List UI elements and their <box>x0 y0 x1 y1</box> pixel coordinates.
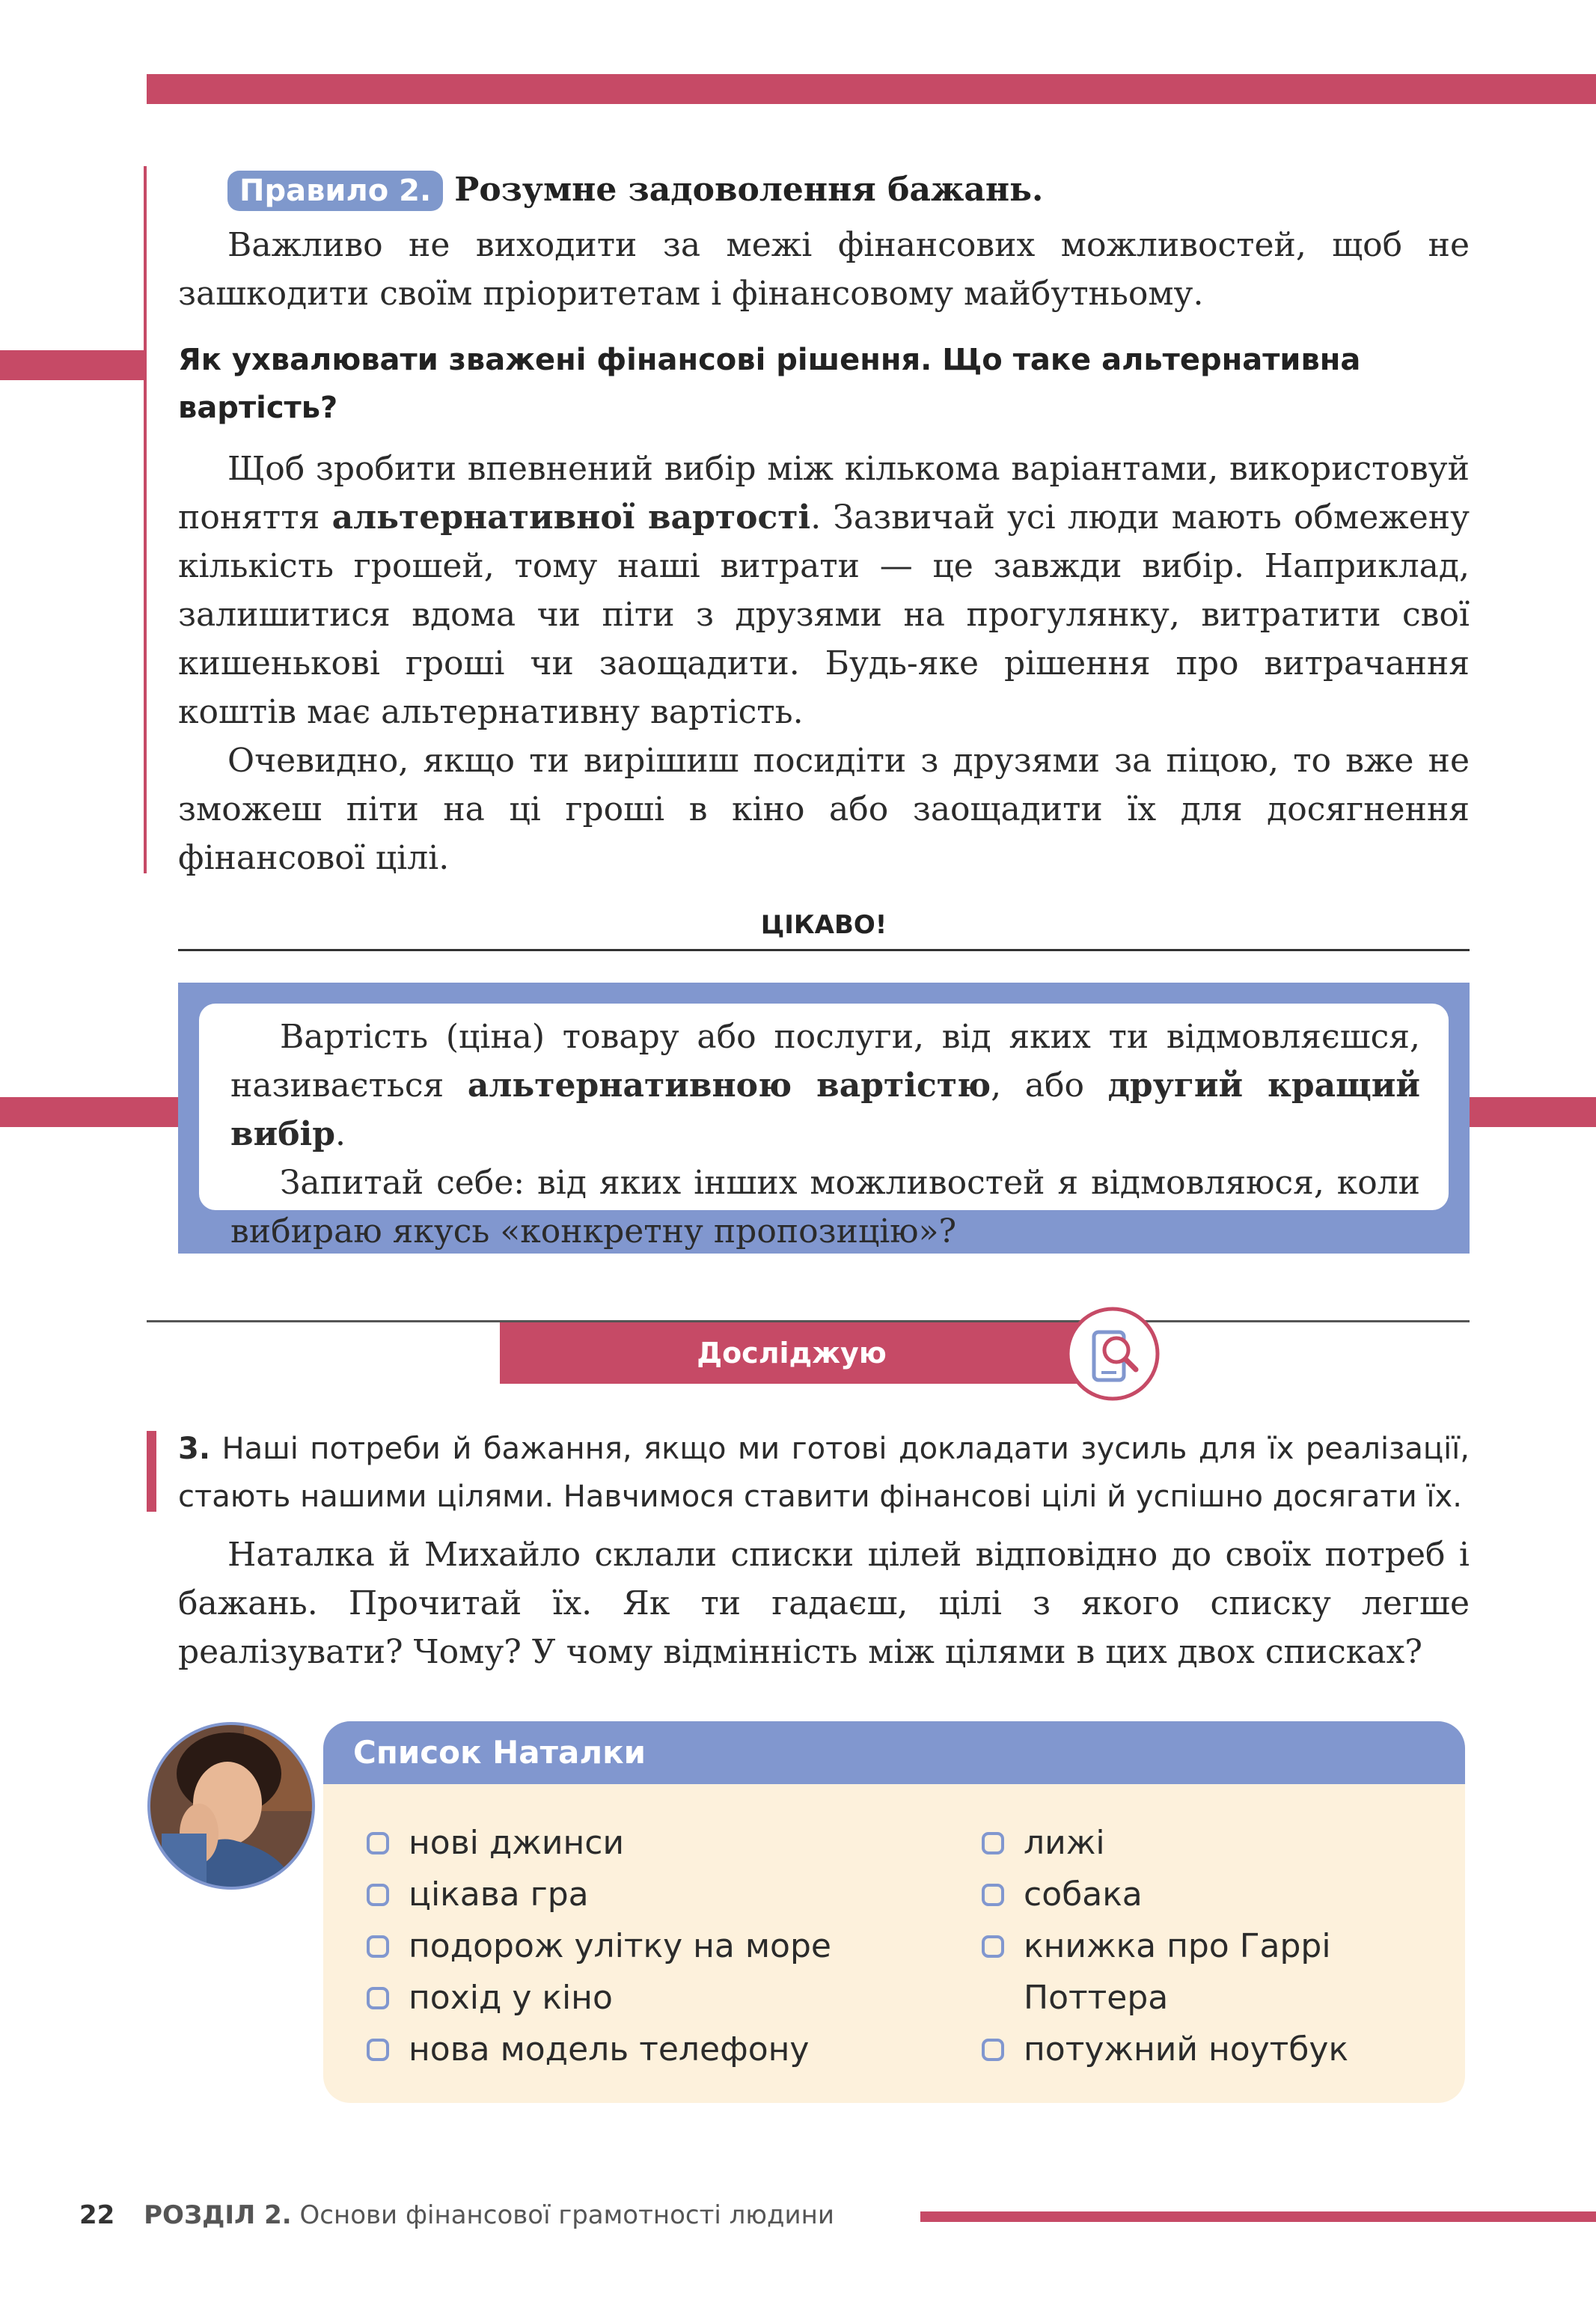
interesting-box <box>178 983 1470 1254</box>
rule-block <box>178 166 1470 318</box>
checkbox-icon[interactable] <box>982 1935 1004 1958</box>
task-question <box>178 1530 1470 1676</box>
task-text: Наші потреби й бажання, якщо ми готові докладати зусиль для їх реалізації, стають нашими цілями. Навчимося ставити фінансові цілі й успішно досягати їх. <box>178 1432 1470 1514</box>
checkbox-icon[interactable] <box>367 1935 389 1958</box>
checkbox-icon[interactable] <box>367 1987 389 2009</box>
section-marker <box>0 350 147 380</box>
explore-banner <box>500 1322 1083 1384</box>
list-right-column <box>982 1817 1386 2075</box>
rule-title: Розумне задоволення бажань. <box>454 171 1044 209</box>
list-item[interactable]: книжка про Гаррі Поттера <box>982 1920 1386 2024</box>
top-accent-bar <box>147 74 1596 104</box>
list-title: Список Наталки <box>353 1734 646 1771</box>
task-marker <box>147 1431 156 1512</box>
list-item[interactable]: нова модель телефону <box>367 2024 935 2075</box>
footer-bar <box>920 2211 1596 2222</box>
chapter-label: РОЗДІЛ 2. <box>144 2200 292 2230</box>
interesting-label: ЦІКАВО! <box>760 910 887 940</box>
section-paragraph-1: Щоб зробити впевнений вибір між кількома варіантами, використовуй поняття альтернативної вартості. Зазвичай усі люди мають обмежену кількість грошей, тому наші витрати — це завжди вибір. Наприклад, залишитися вдома чи піти з друзями на прогулянку, витратити свої кишенькові гроші чи заощадити. Будь-яке рішення про витрачання коштів має альтернативну вартість. <box>178 450 1470 731</box>
interesting-box-inner <box>199 1004 1449 1251</box>
checkbox-icon[interactable] <box>367 1884 389 1906</box>
task-question-paragraph: Наталка й Михайло склали списки цілей відповідно до своїх потреб і бажань. Прочитай їх. Як ти гадаєш, цілі з якого списку легше реалізувати? Чому? У чому відмінність між цілями в цих двох списках? <box>178 1536 1470 1671</box>
interesting-divider <box>178 949 1470 951</box>
list-card <box>323 1721 1465 2103</box>
list-item[interactable]: потужний ноутбук <box>982 2024 1386 2075</box>
box-right-tab <box>1470 1097 1596 1127</box>
checkbox-icon[interactable] <box>367 1832 389 1854</box>
avatar <box>147 1721 316 1890</box>
list-item[interactable]: похід у кіно <box>367 1972 935 2024</box>
list-item[interactable]: собака <box>982 1869 1386 1920</box>
explore-label: Досліджую <box>697 1337 887 1370</box>
task-3 <box>178 1425 1470 1521</box>
footer <box>79 2196 834 2234</box>
interesting-paragraph-2: Запитай себе: від яких інших можливостей я відмовляюся, коли вибираю якусь «конкретну пропозицію»? <box>230 1164 1420 1251</box>
list-item[interactable]: подорож улітку на море <box>367 1920 935 1972</box>
list-left-column <box>367 1817 935 2075</box>
chapter-title: Основи фінансової грамотності людини <box>299 2200 834 2230</box>
interesting-paragraph-1: Вартість (ціна) товару або послуги, від яких ти відмовляєшся, називається альтернативною вартістю, або другий кращий вибір. <box>230 1018 1421 1153</box>
section-paragraph-2: Очевидно, якщо ти вирішиш посидіти з друзями за піцою, то вже не зможеш піти на ці гроші в кіно або заощадити їх для досягнення фінансової цілі. <box>178 742 1470 877</box>
list-item[interactable]: цікава гра <box>367 1869 935 1920</box>
checkbox-icon[interactable] <box>367 2039 389 2061</box>
page-number: 22 <box>79 2200 115 2230</box>
list-header <box>323 1721 1465 1784</box>
checkbox-icon[interactable] <box>982 2039 1004 2061</box>
rule-text <box>178 221 1470 318</box>
checkbox-icon[interactable] <box>982 1884 1004 1906</box>
task-number: 3. <box>178 1432 211 1466</box>
box-left-tab <box>0 1097 178 1127</box>
list-item[interactable]: лижі <box>982 1817 1386 1869</box>
rule-badge: Правило 2. <box>227 171 443 211</box>
section-body <box>178 445 1470 882</box>
checkbox-icon[interactable] <box>982 1832 1004 1854</box>
interesting-text <box>230 1013 1420 1256</box>
list-item[interactable]: нові джинси <box>367 1817 935 1869</box>
magnifier-phone-icon <box>1063 1304 1163 1404</box>
section-heading: Як ухвалювати зважені фінансові рішення. Що таке альтернативна вартість? <box>178 343 1361 425</box>
left-margin-line <box>144 166 147 873</box>
rule-text-paragraph: Важливо не виходити за межі фінансових можливостей, щоб не зашкодити своїм пріоритетам і фінансовому майбутньому. <box>178 226 1470 313</box>
